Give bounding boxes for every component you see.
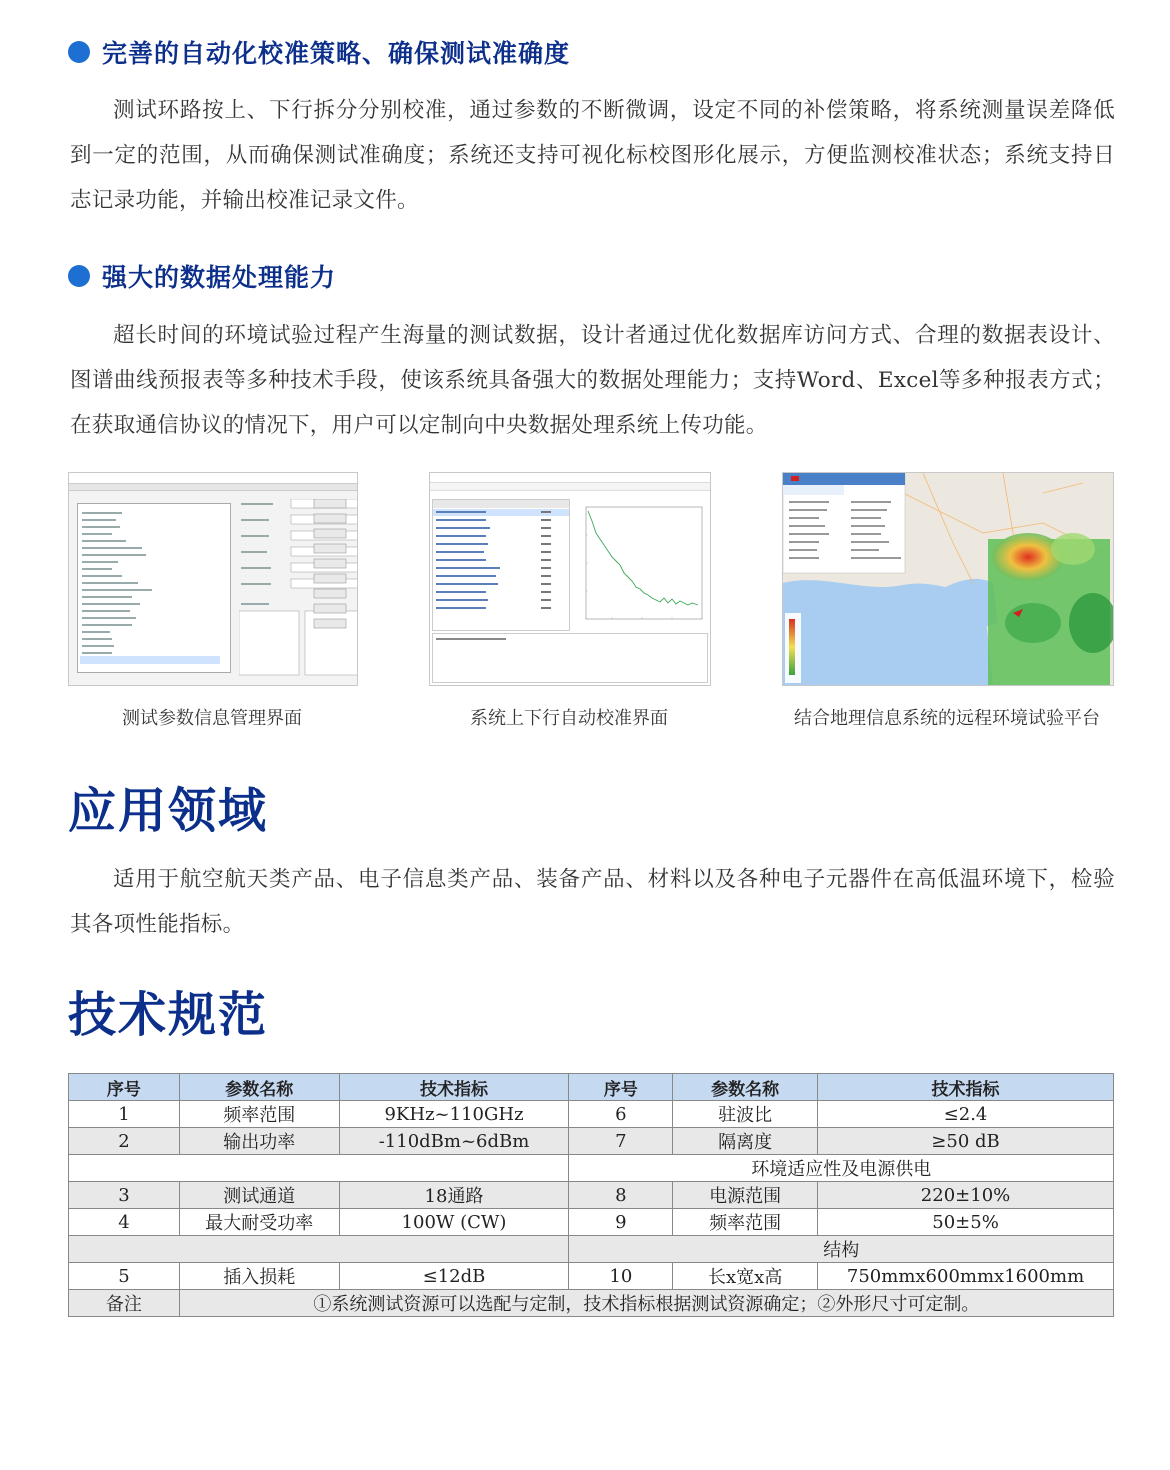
table-cell: 驻波比 [673, 1101, 818, 1128]
calibration-curve-chart [572, 499, 706, 629]
parameter-list-lines [78, 504, 230, 672]
menu-bar [430, 483, 710, 491]
application-body: 适用于航空航天类产品、电子信息类产品、装备产品、材料以及各种电子元器件在高低温环境下，检验其各项性能指标。 [70, 867, 1115, 937]
table-cell: 测试通道 [179, 1182, 339, 1209]
table-cell: 输出功率 [179, 1128, 339, 1155]
table-cell: 8 [569, 1182, 673, 1209]
table-cell-empty [69, 1236, 569, 1263]
table-cell: 频率范围 [673, 1209, 818, 1236]
table-cell: 18通路 [339, 1182, 569, 1209]
header-cell: 序号 [569, 1074, 673, 1101]
screenshot-caption: 结合地理信息系统的远程环境试验平台 [794, 708, 1100, 729]
section-title: 完善的自动化校准策略、确保测试准确度 [102, 39, 571, 68]
table-note-row [69, 1290, 1114, 1317]
calibration-curve-panel [572, 499, 706, 629]
table-cell: 2 [69, 1128, 180, 1155]
section-body: 测试环路按上、下行拆分分别校准，通过参数的不断微调，设定不同的补偿策略，将系统测量误差降低到一定的范围，从而确保测试准确度；系统还支持可视化标校图形化展示，方便监测校准状态；系统支持日志记录功能，并输出校准记录文件。 [70, 98, 1115, 213]
spec-title: 技术规范 [68, 987, 269, 1043]
note-label: 备注 [69, 1290, 180, 1317]
table-cell: 9KHz~110GHz [339, 1101, 569, 1128]
screenshot-caption: 系统上下行自动校准界面 [470, 708, 668, 729]
group-label-structure: 结构 [569, 1236, 1114, 1263]
table-cell: 1 [69, 1101, 180, 1128]
window-titlebar [430, 473, 710, 483]
action-buttons [313, 499, 347, 633]
table-cell: 最大耐受功率 [179, 1209, 339, 1236]
bullet-dot-icon [68, 265, 90, 287]
calibration-list [432, 499, 570, 631]
table-group-row [69, 1236, 1114, 1263]
bullet-dot-icon [68, 41, 90, 63]
table-cell: 9 [569, 1209, 673, 1236]
table-cell: ≤12dB [339, 1263, 569, 1290]
table-cell: 隔离度 [673, 1128, 818, 1155]
table-cell: ≤2.4 [818, 1101, 1114, 1128]
table-cell: 插入损耗 [179, 1263, 339, 1290]
header-cell: 序号 [69, 1074, 180, 1101]
table-row [69, 1263, 1114, 1290]
table-cell: ≥50 dB [818, 1128, 1114, 1155]
table-row [69, 1128, 1114, 1155]
screenshot-parameter-management [68, 472, 358, 686]
table-cell: 3 [69, 1182, 180, 1209]
table-cell-empty [69, 1155, 569, 1182]
table-cell: 6 [569, 1101, 673, 1128]
note-text: ①系统测试资源可以选配与定制，技术指标根据测试资源确定；②外形尺寸可定制。 [179, 1290, 1113, 1317]
table-cell: 5 [69, 1263, 180, 1290]
table-row [69, 1101, 1114, 1128]
header-cell: 参数名称 [179, 1074, 339, 1101]
table-cell: 220±10% [818, 1182, 1114, 1209]
section-body: 超长时间的环境试验过程产生海量的测试数据，设计者通过优化数据库访问方式、合理的数据表设计、图谱曲线预报表等多种技术手段，使该系统具备强大的数据处理能力；支持Word、Excel等多种报表方式；在获取通信协议的情况下，用户可以定制向中央数据处理系统上传功能。 [70, 323, 1115, 438]
table-cell: 频率范围 [179, 1101, 339, 1128]
section-heading-calibration [68, 34, 570, 70]
table-cell: 50±5% [818, 1209, 1114, 1236]
table-cell: -110dBm~6dBm [339, 1128, 569, 1155]
screenshot-caption: 测试参数信息管理界面 [122, 708, 302, 729]
section-title: 强大的数据处理能力 [102, 263, 337, 292]
section-heading-data-processing [68, 258, 336, 294]
menu-bar [69, 484, 357, 491]
table-group-row [69, 1155, 1114, 1182]
table-cell: 7 [569, 1128, 673, 1155]
table-cell: 750mmx600mmx1600mm [818, 1263, 1114, 1290]
screenshot-calibration-interface [429, 472, 711, 686]
table-cell: 10 [569, 1263, 673, 1290]
table-cell: 长x宽x高 [673, 1263, 818, 1290]
header-cell: 技术指标 [818, 1074, 1114, 1101]
log-lines [433, 634, 707, 682]
button-column [313, 499, 347, 629]
table-row [69, 1182, 1114, 1209]
group-label-environment: 环境适应性及电源供电 [569, 1155, 1114, 1182]
header-cell: 技术指标 [339, 1074, 569, 1101]
window-titlebar [69, 473, 357, 484]
log-panel [432, 633, 708, 683]
screenshot-gis-platform [782, 472, 1114, 686]
application-title: 应用领域 [68, 783, 269, 839]
table-row [69, 1209, 1114, 1236]
table-cell: 电源范围 [673, 1182, 818, 1209]
header-cell: 参数名称 [673, 1074, 818, 1101]
spec-table [68, 1073, 1114, 1317]
parameter-list [77, 503, 231, 673]
table-cell: 4 [69, 1209, 180, 1236]
calibration-list-rows [433, 500, 569, 630]
table-header-row [69, 1074, 1114, 1101]
gis-map [783, 473, 1113, 685]
table-cell: 100W (CW) [339, 1209, 569, 1236]
